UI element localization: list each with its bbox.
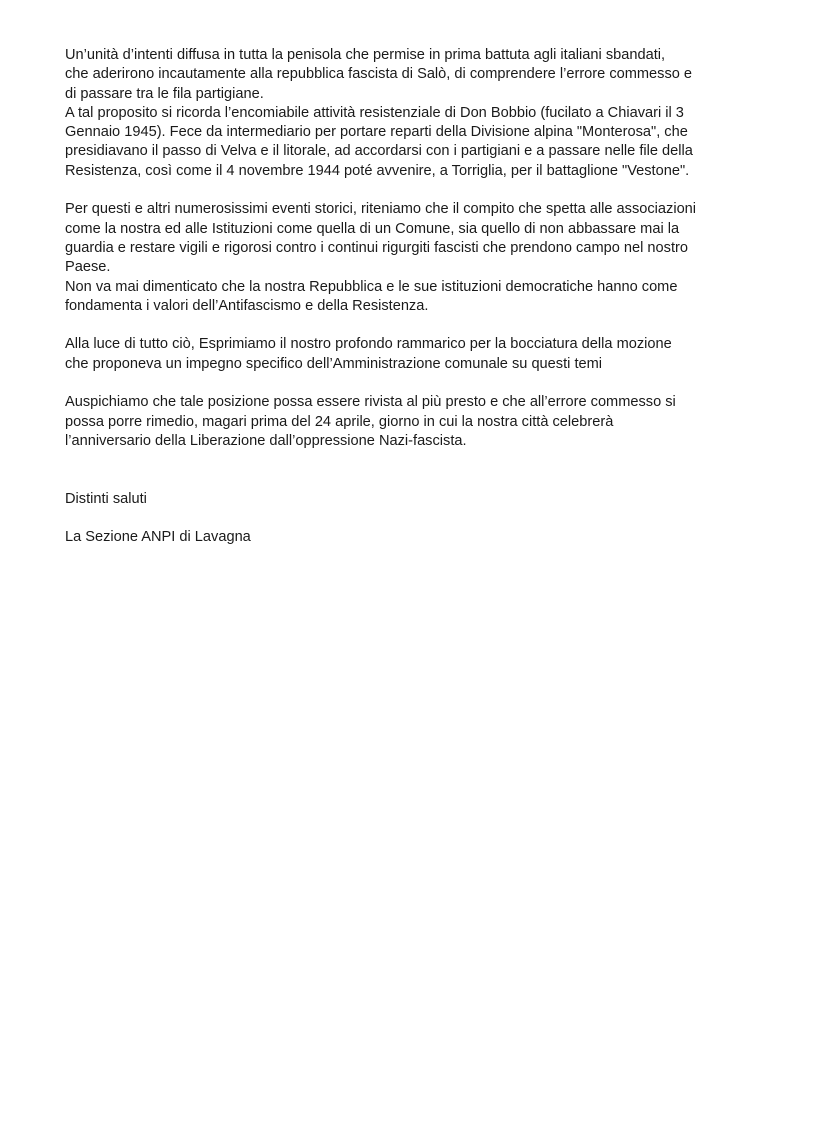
paragraph-hope: Auspichiamo che tale posizione possa essere rivista al più presto e che all’errore commesso si possa porre rimedio, magari prima del 24 aprile, giorno in cui la nostra città celebrerà l’anniversario della Liberazione dall’oppressione Nazi-fascista. (65, 394, 676, 449)
letter-body (65, 46, 785, 548)
closing-salutation: Distinti saluti (65, 490, 147, 507)
paragraph-spacer (65, 374, 785, 393)
paragraph-spacer (65, 451, 785, 490)
signature: La Sezione ANPI di Lavagna (65, 529, 251, 546)
paragraph-associations-role: Per questi e altri numerosissimi eventi storici, riteniamo che il compito che spetta alle associazioni come la nostra ed alle Istituzioni come quella di un Comune, sia quello di non abbassare mai la guardia e restare vigili e rigorosi contro i continui rigurgiti fascisti che prendono campo nel nostro Paese. (65, 201, 697, 276)
paragraph-spacer (65, 509, 785, 528)
paragraph-spacer (65, 316, 785, 335)
paragraph-italian-unity: Un’unità d’intenti diffusa in tutta la penisola che permise in prima battuta agli italiani sbandati, che aderirono incautamente alla repubblica fascista di Salò, di comprendere l’errore commesso e di passare tra le fila partigiane. (65, 47, 693, 102)
paragraph-republic-values: Non va mai dimenticato che la nostra Repubblica e le sue istituzioni democratiche hanno come fondamenta i valori dell’Antifascismo e della Resistenza. (65, 278, 678, 314)
paragraph-spacer (65, 181, 785, 200)
paragraph-regret: Alla luce di tutto ciò, Esprimiamo il nostro profondo rammarico per la bocciatura della mozione che proponeva un impegno specifico dell’Amministrazione comunale su questi temi (65, 336, 672, 372)
paragraph-don-bobbio: A tal proposito si ricorda l’encomiabile attività resistenziale di Don Bobbio (fucilato a Chiavari il 3 Gennaio 1945). Fece da intermediario per portare reparti della Divisione alpina "Monterosa", che presidiavano il passo di Velva e il litorale, ad accordarsi con i partigiani e a passare nelle file della Resistenza, così come il 4 novembre 1944 poté avvenire, a Torriglia, per il battaglione "Vestone". (65, 104, 693, 179)
